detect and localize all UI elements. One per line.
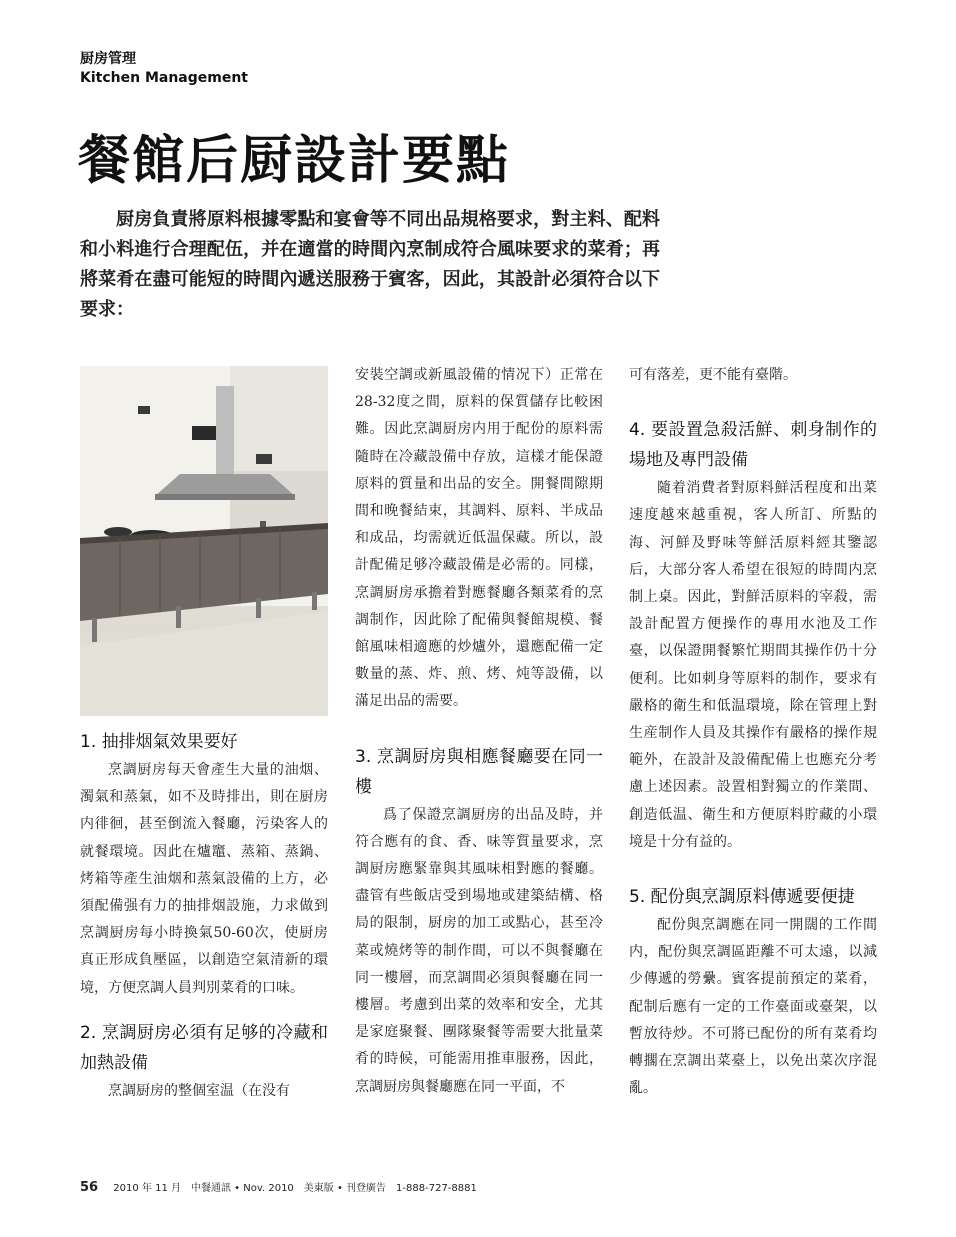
kitchen-photo-icon bbox=[80, 366, 328, 716]
section-3-heading: 3. 烹調厨房與相應餐廳要在同一樓 bbox=[355, 746, 603, 797]
section-4-heading: 4. 要設置急殺活鮮、刺身制作的場地及專門設備 bbox=[629, 420, 877, 471]
section-2-body-cont: 安裝空調或新風設備的情况下）正常在28-32度之間，原料的保質儲存比較困難。因此烹調厨房内用于配份的原料需隨時在冷藏設備中存放，這樣才能保證原料的質量和出品的安全。開餐間隙期間和晚餐結束，其調料、原料、半成品和成品，均需就近低温保藏。所以，設計配備足够冷藏設備是必需的。同樣，烹調厨房承擔着對應餐廳各類菜肴的烹調制作，因此除了配備與餐館規模、餐館風味相適應的炒爐外，還應配備一定數量的蒸、炸、煎、烤、炖等設備，以滿足出品的需要。 bbox=[355, 367, 603, 710]
column-3 bbox=[629, 362, 877, 1102]
section-2-body-start: 烹調厨房的整個室温（在没有 bbox=[108, 1082, 290, 1099]
section-1-body: 烹調厨房每天會產生大量的油烟、濁氣和蒸氣，如不及時排出，則在厨房内徘徊，甚至倒流入餐廳，污染客人的就餐環境。因此在爐竈、蒸箱、蒸鍋、烤箱等產生油烟和蒸氣設備的上方，必須配備强有力的抽排烟設施，力求做到烹調厨房每小時換氣50-60次，使厨房真正形成負壓區，以創造空氣清新的環境，方便烹調人員判別菜肴的口味。 bbox=[80, 762, 328, 996]
section-label-cn: 厨房管理 bbox=[80, 51, 136, 67]
section-3-body: 爲了保證烹調厨房的出品及時，并符合應有的食、香、味等質量要求，烹調厨房應緊靠與其風味相對應的餐廳。盡管有些飯店受到場地或建築結構、格局的限制，厨房的加工或點心，甚至冷菜或燒烤等的制作間，可以不與餐廳在同一樓層，而烹調間必須與餐廳在同一樓層。考慮到出菜的效率和安全，尤其是家庭聚餐、團隊聚餐等需要大批量菜肴的時候，可能需用推車服務，因此，烹調厨房與餐廳應在同一平面，不 bbox=[355, 806, 603, 1095]
section-1-heading: 1. 抽排烟氣效果要好 bbox=[80, 732, 238, 752]
section-label bbox=[80, 50, 248, 88]
column-1 bbox=[80, 727, 328, 1105]
kitchen-photo bbox=[80, 366, 328, 716]
article-title: 餐館后厨設計要點 bbox=[78, 130, 511, 191]
footer-text: 2010 年 11 月 中餐通訊 • Nov. 2010 美東版 • 刊登廣告 1-888-727-8881 bbox=[113, 1183, 477, 1194]
section-5-heading: 5. 配份與烹調原料傳遞要便捷 bbox=[629, 887, 855, 908]
section-label-en: Kitchen Management bbox=[80, 70, 248, 86]
page-number: 56 bbox=[80, 1180, 99, 1195]
section-4-body: 隨着消費者對原料鮮活程度和出菜速度越來越重視，客人所訂、所點的海、河鮮及野味等鮮活原料經其鑒認后，大部分客人希望在很短的時間内烹制上桌。因此，對鮮活原料的宰殺，需設計配置方便操作的專用水池及工作臺，以保證開餐繁忙期間其操作仍十分便利。比如刺身等原料的制作，要求有嚴格的衛生和低温環境，除在管理上對生産制作人員及其操作有嚴格的操作規範外，在設計及設備配備上也應充分考慮上述因素。設置相對獨立的作業間、創造低温、衛生和方便原料貯藏的小環境是十分有益的。 bbox=[629, 480, 877, 850]
article-intro: 厨房負責將原料根據零點和宴會等不同出品規格要求，對主料、配料和小料進行合理配伍，并在適當的時間內烹制成符合風味要求的菜肴；再將菜肴在盡可能短的時間內遞送服務于賓客，因此，其設計必須符合以下要求： bbox=[80, 209, 660, 320]
section-3-body-cont: 可有落差，更不能有臺階。 bbox=[629, 367, 797, 383]
column-2 bbox=[355, 362, 603, 1101]
page-footer bbox=[80, 1179, 477, 1195]
section-2-heading: 2. 烹調厨房必須有足够的冷藏和加熱設備 bbox=[80, 1022, 328, 1073]
section-5-body: 配份與烹調應在同一開闊的工作間内，配份與烹調區距離不可太遠，以減少傳遞的勞纍。賓客提前預定的菜肴，配制后應有一定的工作臺面或臺架，以暫放待炒。不可將已配份的所有菜肴均轉擱在烹調出菜臺上，以免出菜次序混亂。 bbox=[629, 917, 877, 1097]
